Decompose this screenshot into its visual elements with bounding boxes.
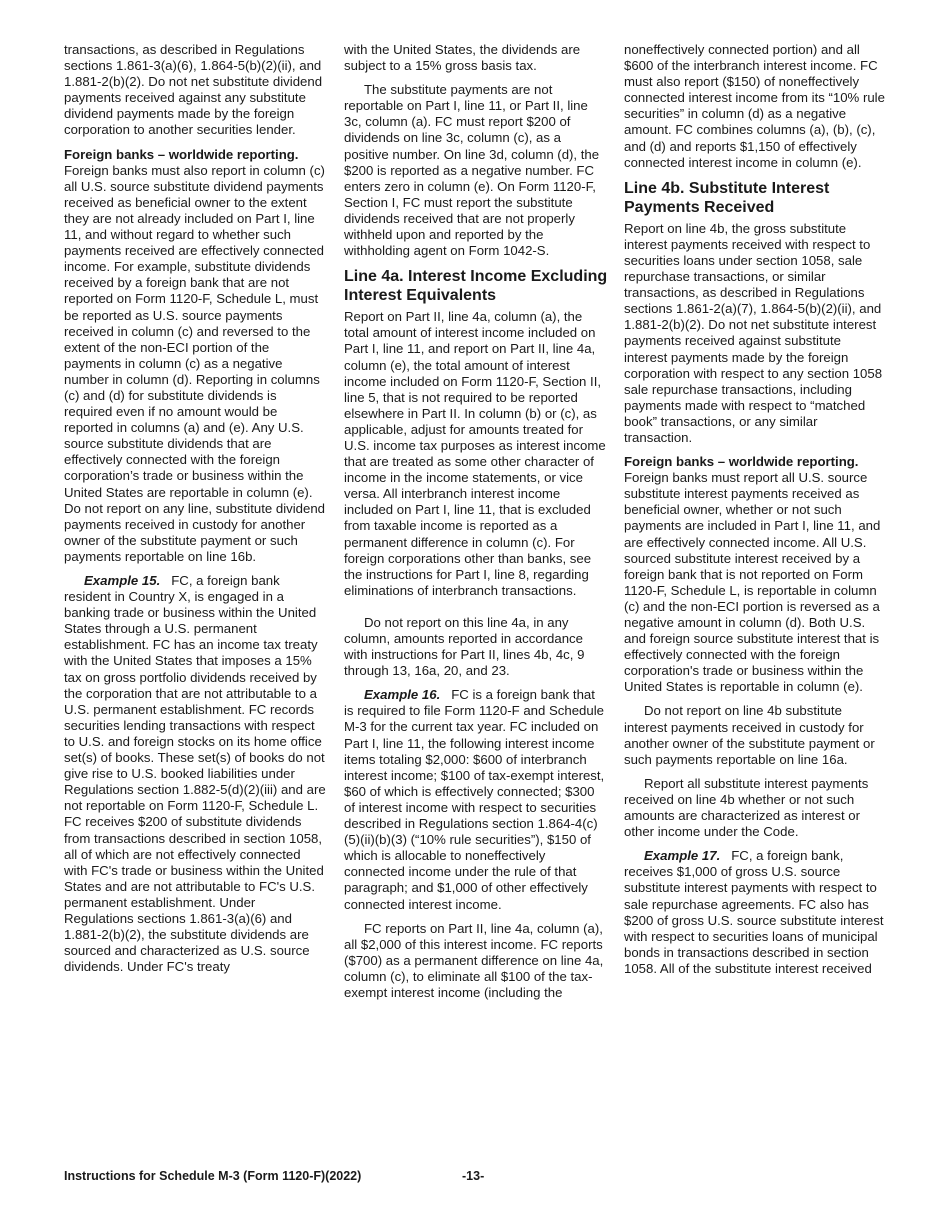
section-heading-line-4a: Line 4a. Interest Income Excluding Interest Equivalents — [344, 268, 608, 305]
paragraph: Do not report on line 4b substitute interest payments received in custody for another owner of the substitute payment or such payments reportable on line 16a. — [624, 703, 875, 767]
example-text: FC is a foreign bank that is required to file Form 1120-F and Schedule M-3 for the current tax year. FC included on Part I, line 11, the following interest income items totaling $2,000: $600 of interbranch interest income; $100 of tax-exempt interest, $60 of which is effectively connected; $300 of interest income with respect to securities described in Regulations section 1.864-4(c)(5)(ii)(b)(3) (“10% rule securities”), $150 of which is allocable to noneffectively connected income under the rule of that paragraph; and $1,000 of other effectively connected interest income. — [344, 687, 605, 912]
paragraph-foreign-banks — [624, 454, 886, 695]
example-label: Example 17. — [644, 848, 721, 864]
paragraph-foreign-banks — [64, 147, 326, 565]
paragraph: The substitute payments are not reportable on Part I, line 11, or Part II, line 3c, column (a). FC must report $200 of dividends on line 3c, column (c), as a positive number. On line 3d, column (d), the $200 is reported as a negative number. FC enters zero in column (e). On Form 1120-F, Section I, FC must report the substitute dividends received that are not properly withheld upon and reported by the withholding agent on Form 1042-S. — [344, 82, 600, 259]
paragraph: Report on Part II, line 4a, column (a), the total amount of interest income included on Part I, line 11, and report on Part II, line 4a, column (e), the total amount of interest income included on Form 1120-F, Section II, line 5, that is not required to be reported elsewhere in Part II. In column (b) or (c), as applicable, adjust for amounts treated for U.S. income tax purposes as interest income that are treated as some other character of income in the income statements, or vice versa. All interbranch interest income included on Part I, line 11, that is excluded from taxable income is reported as a permanent difference in column (c). For foreign corporations other than banks, see the instructions for Part I, line 8, regarding eliminations of interbranch transactions. — [344, 309, 606, 598]
example-17 — [624, 848, 886, 977]
paragraph-text: Foreign banks must report all U.S. source substitute interest payments received as beneficial owner, whether or not such payments are included in Part I, line 11, and are effectively connected income. All U.S. sourced substitute interest received by a foreign bank that is not reported on Form 1120-F, Schedule L, is reportable in column (c) and the non-ECI portion is reversed as a negative amount in column (d). Both U.S. and foreign source substitute interest that is effectively connected with the foreign corporation's trade or business within the United States is reportable in column (e). — [624, 470, 881, 695]
paragraph-text: Foreign banks must also report in column (c) all U.S. source substitute dividend payments received as beneficial owner to the extent they are not already included on Part I, line 11, and without regard to whether such payments received are effectively connected income. For example, substitute dividends received by a foreign bank that are not reported on Form 1120-F, Schedule L, must be reported as U.S. source payments received in column (c) and reversed to the extent of the non-ECI portion of the payments in column (c) as a negative number in column (d). Reporting in columns (c) and (d) for substitute dividends is required even if no amount would be reported in columns (a) and (e). Any U.S. source substitute dividends that are effectively connected with the foreign corporation’s trade or business within the United States are reportable in column (e). Do not report on any line, substitute dividend payments received in custody for another owner of the substitute payment or such payments reportable on line 16b. — [64, 162, 325, 564]
paragraph: Report on line 4b, the gross substitute interest payments received with respect to securities loans under section 1058, sale repurchase transactions, or similar transactions, as described in Regulations sections 1.861-2(a)(7), 1.864-5(b)(2)(ii), and 1.881-2(b)(2). Do not net substitute interest payments received against substitute interest payments made by the foreign corporation with respect to any section 1058 sale repurchase transactions, including payments made with respect to “matched book” transactions, or any similar transaction. — [624, 220, 883, 445]
example-label: Example 15. — [84, 573, 161, 588]
footer-form-title: Instructions for Schedule M-3 (Form 1120-F)(2022) — [64, 1169, 362, 1183]
example-16 — [344, 687, 608, 912]
paragraph: noneffectively connected portion) and all $600 of the interbranch interest income. FC must also report ($150) of noneffectively connected interest income from its “10% rule securities” in column (d) as a negative amount. FC combines columns (a), (b), (c), and (d) and reports $1,150 of effectively connected interest income in column (e). — [624, 42, 885, 170]
example-label: Example 16. — [364, 687, 441, 703]
example-15 — [64, 573, 326, 975]
example-text: FC, a foreign bank, receives $1,000 of gross U.S. source substitute interest payments with respect to sale repurchase agreements. FC also has $200 of gross U.S. source substitute interest with respect to securities loans of municipal bonds in transactions described in section 1058. All of the substitute interest received — [624, 848, 884, 976]
paragraph: Do not report on this line 4a, in any column, amounts reported in accordance with instructions for Part II, lines 4b, 4c, 9 through 13, 16a, 20, and 23. — [344, 614, 585, 679]
run-in-heading: Foreign banks – worldwide reporting. — [64, 146, 299, 162]
paragraph: transactions, as described in Regulations sections 1.861-3(a)(6), 1.864-5(b)(2)(ii), and 1.881-2(b)(2). Do not net substitute dividend payments received against any substitute dividend payments made by the foreign corporation to another securities lender. — [64, 42, 323, 138]
run-in-heading: Foreign banks – worldwide reporting. — [624, 454, 859, 470]
paragraph: FC reports on Part II, line 4a, column (a), all $2,000 of this interest income. FC reports ($700) as a permanent difference on line 4a, column (c), to eliminate all $100 of the tax-exempt interest income (including the — [344, 920, 604, 1000]
page-number: -13- — [462, 1169, 485, 1183]
example-text: FC, a foreign bank resident in Country X, is engaged in a banking trade or business within the United States through a U.S. permanent establishment. FC has an income tax treaty with the United States that imposes a 15% tax on gross portfolio dividends received by the corporation that are not attributable to a U.S. permanent establishment. FC records securities lending transactions with respect to U.S. and foreign stocks on its home office set(s) of books. These set(s) of books do not give rise to U.S. booked liabilities under Regulations section 1.882-5(d)(2)(iii) and are not reportable on Form 1120-F, Schedule L. FC receives $200 of substitute dividends from transactions described in section 1058, all of which are not effectively connected with FC's trade or business within the United States and are not attributable to FC's U.S. permanent establishment. Under Regulations sections 1.861-3(a)(6) and 1.881-2(b)(2), the substitute dividends are sourced and characterized as U.S. source dividends. Under FC's treaty — [64, 573, 326, 975]
column-3 — [624, 42, 886, 985]
column-2 — [344, 42, 608, 1009]
column-1 — [64, 42, 326, 983]
paragraph: Report all substitute interest payments received on line 4b whether or not such amounts are characterized as interest or other income under the Code. — [624, 775, 869, 840]
paragraph: with the United States, the dividends are subject to a 15% gross basis tax. — [344, 42, 581, 74]
section-heading-line-4b: Line 4b. Substitute Interest Payments Received — [624, 179, 830, 216]
